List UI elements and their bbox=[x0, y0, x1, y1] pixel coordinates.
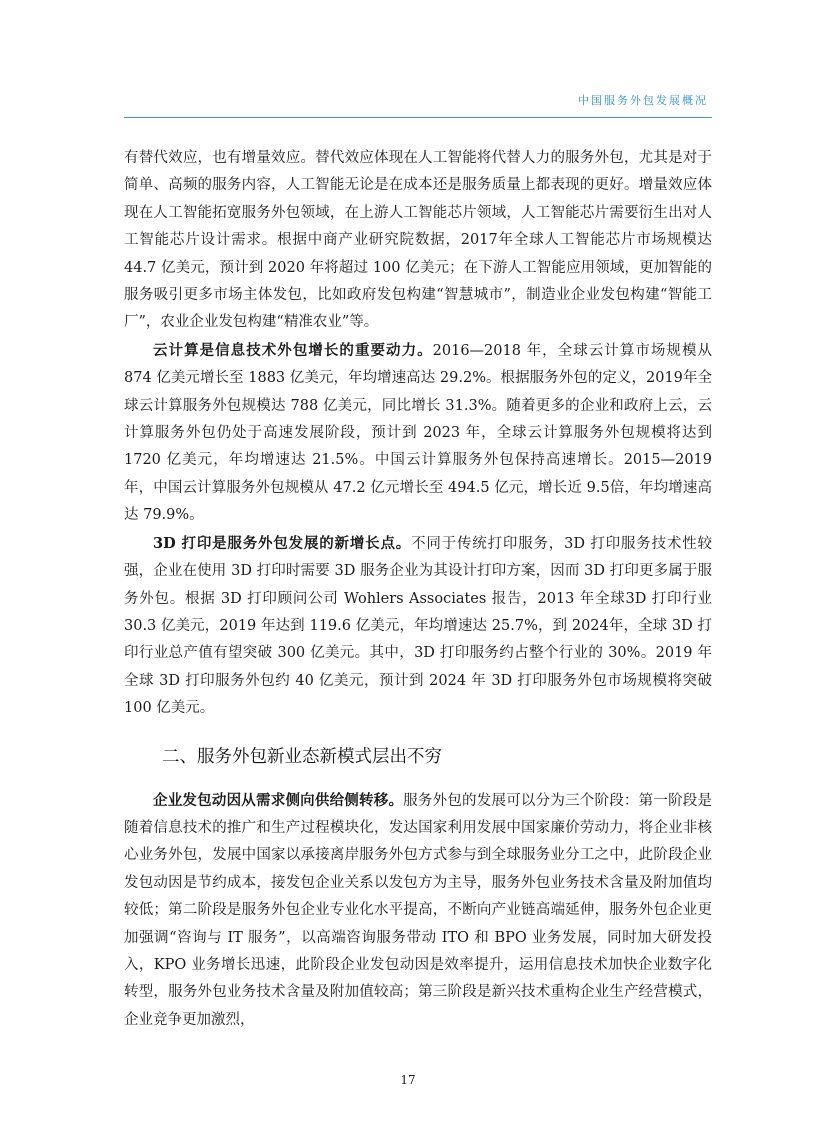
paragraph-cloud bbox=[124, 337, 712, 530]
header-rule bbox=[124, 117, 712, 118]
paragraph-3d-printing bbox=[124, 530, 712, 723]
paragraph-lead: 企业发包动因从需求侧向供给侧转移。 bbox=[153, 791, 404, 809]
paragraph-text: 有替代效应，也有增量效应。替代效应体现在人工智能将代替人力的服务外包，尤其是对于简单、高频的服务内容，人工智能无论是在成本还是服务质量上都表现的更好。增量效应体现在人工智能拓宽服务外包领域，在上游人工智能芯片领域，人工智能芯片需要衍生出对人工智能芯片设计需求。根据中商产业研究院数据，2017年全球人工智能芯片市场规模达 44.7 亿美元，预计到 2020 年将超过 100 亿美元；在下游人工智能应用领域，更加智能的服务吸引更多市场主体发包，比如政府发包构建“智慧城市”，制造业企业发包构建“智能工厂”，农业企业发包构建“精准农业”等。 bbox=[124, 150, 712, 331]
paragraph-text: 不同于传统打印服务，3D 打印服务技术性较强，企业在使用 3D 打印时需要 3D 服务企业为其设计打印方案，因而 3D 打印更多属于服务外包。根据 3D 打印顾问公司 Wohlers Associates 报告，2013 年全球3D 打印行业 30.3 亿美元，2019 年达到 119.6 亿美元，年均增速达 25.7%，到 2024年，全球 3D 打印行业总产值有望突破 300 亿美元。其中，3D 打印服务约占整个行业的 30%。2019 年全球 3D 打印服务外包约 40 亿美元，预计到 2024 年 3D 打印服务外包市场规模将突破 100 亿美元。 bbox=[124, 535, 712, 717]
running-header: 中国服务外包发展概况 bbox=[578, 94, 708, 107]
paragraph-lead: 云计算是信息技术外包增长的重要动力。 bbox=[153, 341, 433, 359]
section-title: 二、服务外包新业态新模式层出不穷 bbox=[162, 746, 442, 767]
page-number: 17 bbox=[400, 1073, 416, 1087]
paragraph-text: 服务外包的发展可以分为三个阶段：第一阶段是随着信息技术的推广和生产过程模块化，发达国家利用发展中国家廉价劳动力，将企业非核心业务外包，发展中国家以承接离岸服务外包方式参与到全球服务业分工之中，此阶段企业发包动因是节约成本，接发包企业关系以发包方为主导，服务外包业务技术含量及附加值均较低；第二阶段是服务外包企业专业化水平提高，不断向产业链高端延伸，服务外包企业更加强调“咨询与 IT 服务”，以高端咨询服务带动 ITO 和 BPO 业务发展，同时加大研发投入，KPO 业务增长迅速，此阶段企业发包动因是效率提升，运用信息技术加快企业数字化转型，服务外包业务技术含量及附加值较高；第三阶段是新兴技术重构企业生产经营模式，企业竞争更加激烈， bbox=[124, 792, 713, 1028]
paragraph-outsourcing-drivers bbox=[124, 787, 712, 1035]
paragraph-lead: 3D 打印是服务外包发展的新增长点。 bbox=[153, 534, 412, 552]
paragraph-text: 2016—2018 年，全球云计算市场规模从 874 亿美元增长至 1883 亿美元，年均增速高达 29.2%。根据服务外包的定义，2019年全球云计算服务外包规模达 788 亿美元，同比增长 31.3%。随着更多的企业和政府上云，云计算服务外包仍处于高速发展阶段，预计到 2023 年，全球云计算服务外包规模将达到1720 亿美元，年均增速达 21.5%。中国云计算服务外包保持高速增长。2015—2019 年，中国云计算服务外包规模从 47.2 亿元增长至 494.5 亿元，增长近 9.5倍，年均增速高达 79.9%。 bbox=[124, 342, 712, 524]
page-body bbox=[124, 145, 712, 1034]
paragraph-ai bbox=[124, 145, 712, 337]
